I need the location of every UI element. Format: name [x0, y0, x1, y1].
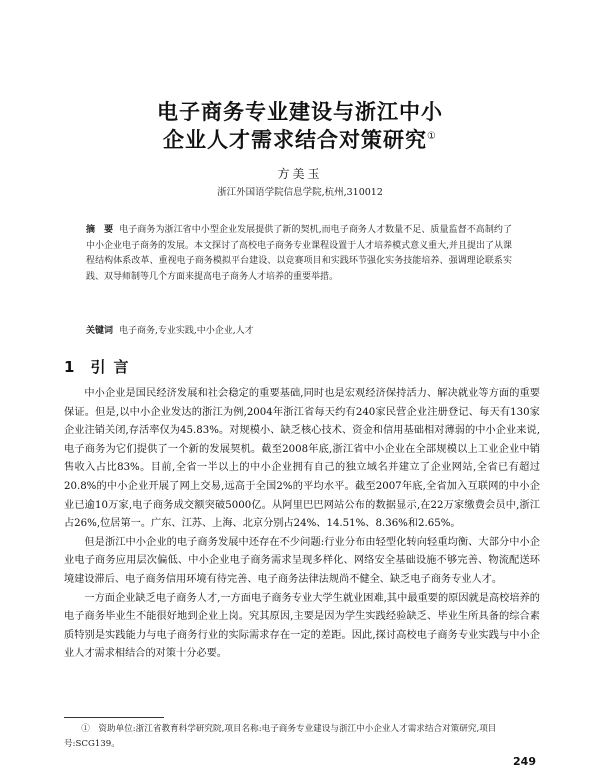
body-paragraph: 中小企业是国民经济发展和社会稳定的重要基础,同时也是宏观经济保持活力、解决就业等方面的重要保证。但是,以中小企业发达的浙江为例,2004年浙江省每天约有240家民营企业注册登记、每天有130家企业注销关闭,存活率仅为45.83%。对规模小、缺乏核心技术、资金和信用基础相对薄弱的中小企业来说,电子商务为它们提供了一个新的发展契机。截至2008年底,浙江省中小企业在全部规模以上工业企业中销售收入占比83%。目前,全省一半以上的中小企业拥有自己的独立域名并建立了企业网站,全省已有超过20.8%的中小企业开展了网上交易,远高于全国2%的平均水平。截至2007年底,全省加入互联网的中小企业已逾10万家,电子商务成交额突破5000亿。从阿里巴巴网站公布的数据显示,在22万家缴费会员中,浙江占26%,位居第一。广东、江苏、上海、北京分别占24%、14.51%、8.36%和2.65%。 [64, 388, 540, 530]
title-footnote-mark[interactable]: ① [427, 131, 437, 142]
footnote-divider [64, 717, 164, 718]
title-line-1-text: 电子商务专业建设与浙江中小 [157, 100, 443, 124]
title-line-2-text: 企业人才需求结合对策研究 [163, 128, 428, 152]
keywords-text: 电子商务,专业实践,中小企业,人才 [119, 326, 254, 336]
keywords [86, 323, 512, 336]
body-text [64, 385, 540, 664]
footnote-text: 资助单位:浙江省教育科学研究院,项目名称:电子商务专业建设与浙江中小企业人才需求结合对策研究,项目号:SCG139。 [64, 724, 497, 749]
author-name: 方美玉 [277, 167, 323, 181]
paper-title-line-2 [0, 124, 600, 154]
section-heading [64, 356, 136, 377]
body-paragraph: 一方面企业缺乏电子商务人才,一方面电子商务专业大学生就业困难,其中最重要的原因就是高校培养的电子商务毕业生不能很好地到企业上岗。究其原因,主要是因为学生实践经验缺乏、毕业生所具备的综合素质特别是实践能力与电子商务行业的实际需求存在一定的差距。因此,探讨高校电子商务专业实践与中小企业人才需求相结合的对策十分必要。 [64, 592, 540, 660]
author-affiliation: 浙江外国语学院信息学院,杭州,310012 [217, 187, 383, 198]
section-title: 引言 [90, 358, 137, 376]
paper-title-line-1 [0, 96, 600, 126]
footnote-mark: ① [81, 724, 90, 734]
footnote [64, 722, 540, 752]
abstract-label: 摘 要 [86, 225, 114, 235]
abstract [86, 223, 512, 285]
keywords-label: 关键词 [86, 326, 114, 336]
section-number: 1 [64, 358, 75, 376]
body-paragraph: 但是浙江中小企业的电子商务发展中还存在不少问题:行业分布由轻型化转向轻重均衡、大部分中小企业电子商务应用层次偏低、中小企业电子商务需求呈现多样化、网络安全基础设施不够完善、物流配送环境建设滞后、电子商务信用环境有待完善、电子商务法律法规尚不健全、缺乏电子商务专业人才。 [64, 536, 540, 585]
page-number: 249 [513, 755, 536, 768]
abstract-text: 电子商务为浙江省中小型企业发展提供了新的契机,而电子商务人才数量不足、质量监督不高制约了中小企业电子商务的发展。本文探讨了高校电子商务专业课程设置于人才培养模式意义重大,并且提出了从课程结构体系改革、重视电子商务模拟平台建设、以竞赛项目和实践环节强化实务技能培养、强调理论联系实践、双导师制等几个方面来提高电子商务人才培养的重要举措。 [86, 225, 512, 282]
